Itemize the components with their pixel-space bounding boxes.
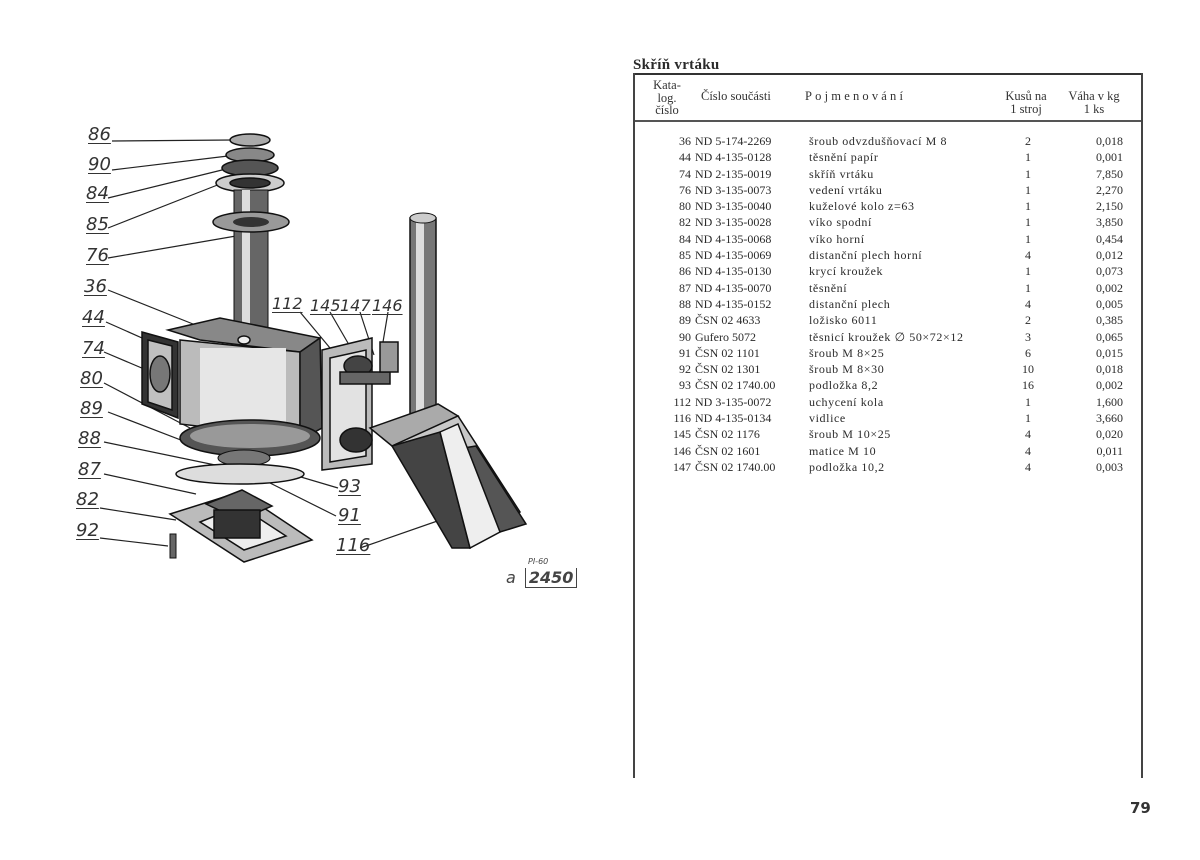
table-row <box>635 166 1141 182</box>
header-quantity-line: 1 stroj <box>1010 101 1042 116</box>
catalog-number-cell: 74 <box>679 166 691 181</box>
quantity-cell: 1 <box>1025 231 1031 246</box>
leader-line <box>100 538 168 546</box>
header-quantity-line: Kusů na <box>1005 89 1047 103</box>
weight-cell: 0,065 <box>1096 329 1123 344</box>
part-number-cell: ND 3-135-0028 <box>695 215 772 230</box>
catalog-number-cell: 88 <box>679 296 691 311</box>
leader-line <box>112 140 232 141</box>
weight-cell: 3,850 <box>1096 215 1123 230</box>
quantity-cell: 1 <box>1025 199 1031 214</box>
catalog-number-cell: 80 <box>679 199 691 214</box>
quantity-cell: 1 <box>1025 166 1031 181</box>
callout-147: 147 <box>340 296 371 315</box>
weight-cell: 0,385 <box>1096 313 1123 328</box>
part-number-cell: ČSN 02 1301 <box>695 362 761 377</box>
part-number-cell: ND 3-135-0073 <box>695 182 772 197</box>
table-row <box>635 443 1141 459</box>
catalog-number-cell: 145 <box>673 427 691 442</box>
figure-code-prefix: a <box>506 568 516 587</box>
weight-cell: 2,150 <box>1096 199 1123 214</box>
quantity-cell: 1 <box>1025 264 1031 279</box>
part-number-cell: ND 4-135-0128 <box>695 150 772 165</box>
table-row <box>635 345 1141 361</box>
part-name-cell: podložka 8,2 <box>809 378 879 393</box>
callout-85: 85 <box>86 214 109 235</box>
callout-93: 93 <box>338 476 361 497</box>
table-row <box>635 394 1141 410</box>
part-name-cell: těsnění <box>809 280 848 295</box>
figure-code-note: PI-60 <box>528 557 549 566</box>
quantity-cell: 4 <box>1025 248 1031 263</box>
quantity-cell: 2 <box>1025 313 1031 328</box>
part-number-cell: ND 4-135-0068 <box>695 231 772 246</box>
quantity-cell: 1 <box>1025 215 1031 230</box>
callout-80: 80 <box>80 368 103 389</box>
table-row <box>635 198 1141 214</box>
catalog-number-cell: 116 <box>673 411 691 426</box>
catalog-number-cell: 146 <box>673 443 691 458</box>
part-name-cell: kuželové kolo z=63 <box>809 199 915 214</box>
header-catalog-number <box>639 79 695 117</box>
part-number-cell: Gufero 5072 <box>695 329 756 344</box>
part-number-cell: ČSN 02 4633 <box>695 313 761 328</box>
catalog-number-cell: 91 <box>679 345 691 360</box>
weight-cell: 7,850 <box>1096 166 1123 181</box>
quantity-cell: 1 <box>1025 150 1031 165</box>
leader-line <box>112 156 228 170</box>
catalog-number-cell: 44 <box>679 150 691 165</box>
part-number-cell: ND 4-135-0070 <box>695 280 772 295</box>
table-row <box>635 426 1141 442</box>
quantity-cell: 4 <box>1025 296 1031 311</box>
leader-line <box>108 236 236 258</box>
table-row <box>635 377 1141 393</box>
part-number-cell: ND 4-135-0152 <box>695 296 772 311</box>
catalog-number-cell: 89 <box>679 313 691 328</box>
bottom-cover <box>170 490 312 562</box>
spindle <box>234 190 268 330</box>
parts-table-body <box>635 133 1141 475</box>
part-number-cell: ND 4-135-0130 <box>695 264 772 279</box>
header-weight-line: 1 ks <box>1083 101 1105 116</box>
catalog-number-cell: 82 <box>679 215 691 230</box>
weight-cell: 0,002 <box>1096 378 1123 393</box>
part-number-cell: ND 5-174-2269 <box>695 134 772 148</box>
quantity-cell: 2 <box>1025 134 1031 148</box>
gasket <box>176 464 304 484</box>
quantity-cell: 1 <box>1025 394 1031 409</box>
callout-36: 36 <box>84 276 107 297</box>
weight-cell: 0,001 <box>1096 150 1123 165</box>
figure-code <box>506 557 577 587</box>
callout-90: 90 <box>88 154 111 175</box>
table-row <box>635 329 1141 345</box>
weight-cell: 0,020 <box>1096 427 1123 442</box>
callout-89: 89 <box>80 398 103 419</box>
part-number-cell: ČSN 02 1601 <box>695 443 761 458</box>
weight-cell: 0,003 <box>1096 459 1123 474</box>
part-name-cell: distanční plech <box>809 296 891 311</box>
quantity-cell: 1 <box>1025 280 1031 295</box>
catalog-number-cell: 86 <box>679 264 691 279</box>
weight-cell: 0,002 <box>1096 280 1123 295</box>
catalog-number-cell: 85 <box>679 248 691 263</box>
weight-cell: 0,018 <box>1096 134 1123 148</box>
fork <box>370 404 526 548</box>
part-number-cell: ND 3-135-0040 <box>695 199 772 214</box>
callout-91: 91 <box>338 505 361 526</box>
part-name-cell: šroub M 8×30 <box>809 362 885 377</box>
part-name-cell: šroub odvzdušňovací M 8 <box>809 134 948 148</box>
figure-code-number: 2450 <box>525 568 578 588</box>
part-number-cell: ČSN 02 1740.00 <box>695 459 776 474</box>
leader-line <box>108 184 220 228</box>
table-row <box>635 280 1141 296</box>
table-row <box>635 214 1141 230</box>
table-frame-top <box>633 73 1143 75</box>
weight-cell: 0,012 <box>1096 248 1123 263</box>
catalog-number-cell: 84 <box>679 231 691 246</box>
weight-cell: 0,018 <box>1096 362 1123 377</box>
catalog-number-cell: 147 <box>673 459 691 474</box>
header-catalog-line: log. <box>657 90 677 105</box>
leader-line <box>360 518 446 548</box>
callout-116: 116 <box>336 535 371 556</box>
leader-line <box>100 508 176 520</box>
part-name-cell: víko spodní <box>809 215 872 230</box>
part-name-cell: uchycení kola <box>809 394 884 409</box>
callout-86: 86 <box>88 124 111 145</box>
catalog-number-cell: 93 <box>679 378 691 393</box>
part-name-cell: matice M 10 <box>809 443 877 458</box>
header-catalog-line: číslo <box>655 103 679 117</box>
part-number-cell: ND 4-135-0134 <box>695 411 772 426</box>
catalog-number-cell: 112 <box>673 394 691 409</box>
weight-cell: 2,270 <box>1096 182 1123 197</box>
header-divider <box>635 120 1141 122</box>
table-frame-right <box>1141 73 1143 778</box>
part-name-cell: skříň vrtáku <box>809 166 874 181</box>
leader-line <box>108 170 222 198</box>
callout-92: 92 <box>76 520 99 541</box>
catalog-number-cell: 76 <box>679 182 691 197</box>
quantity-cell: 1 <box>1025 182 1031 197</box>
table-row <box>635 312 1141 328</box>
part-number-cell: ND 4-135-0069 <box>695 248 772 263</box>
callout-112: 112 <box>272 294 303 313</box>
catalog-number-cell: 90 <box>679 329 691 344</box>
quantity-cell: 10 <box>1022 362 1034 377</box>
quantity-cell: 4 <box>1025 459 1031 474</box>
weight-cell: 0,011 <box>1096 443 1123 458</box>
callout-44: 44 <box>82 307 105 328</box>
wheel-bracket <box>322 338 398 470</box>
bolt <box>170 534 176 558</box>
part-name-cell: těsnicí kroužek ∅ 50×72×12 <box>809 329 964 344</box>
table-row <box>635 133 1141 149</box>
part-number-cell: ČSN 02 1101 <box>695 345 760 360</box>
part-name-cell: ložisko 6011 <box>809 313 878 328</box>
weight-cell: 1,600 <box>1096 394 1123 409</box>
part-name-cell: distanční plech horní <box>809 248 923 263</box>
table-row <box>635 410 1141 426</box>
part-name-cell: vidlice <box>809 411 846 426</box>
quantity-cell: 3 <box>1025 329 1031 344</box>
catalog-number-cell: 36 <box>679 134 691 148</box>
part-name-cell: těsnění papír <box>809 150 879 165</box>
table-row <box>635 263 1141 279</box>
catalog-number-cell: 87 <box>679 280 691 295</box>
weight-cell: 0,073 <box>1096 264 1123 279</box>
part-name-cell: podložka 10,2 <box>809 459 885 474</box>
part-name-cell: vedení vrtáku <box>809 182 883 197</box>
part-number-cell: ČSN 02 1176 <box>695 427 760 442</box>
callout-88: 88 <box>78 428 101 449</box>
table-row <box>635 361 1141 377</box>
callout-87: 87 <box>78 459 101 480</box>
quantity-cell: 1 <box>1025 411 1031 426</box>
header-catalog-line: Kata- <box>653 78 681 92</box>
part-name-cell: šroub M 8×25 <box>809 345 885 360</box>
part-number-cell: ČSN 02 1740.00 <box>695 378 776 393</box>
quantity-cell: 4 <box>1025 427 1031 442</box>
callout-146: 146 <box>372 296 403 315</box>
quantity-cell: 4 <box>1025 443 1031 458</box>
top-rings <box>216 134 284 192</box>
part-number-cell: ND 3-135-0072 <box>695 394 772 409</box>
callout-82: 82 <box>76 489 99 510</box>
quantity-cell: 16 <box>1022 378 1034 393</box>
weight-cell: 0,015 <box>1096 345 1123 360</box>
table-row <box>635 459 1141 475</box>
weight-cell: 0,454 <box>1096 231 1123 246</box>
header-quantity <box>995 90 1057 115</box>
sheet-title: Skříň vrtáku <box>633 57 720 73</box>
header-name: Pojmenování <box>805 89 907 103</box>
table-row <box>635 296 1141 312</box>
quantity-cell: 6 <box>1025 345 1031 360</box>
callout-84: 84 <box>86 183 109 204</box>
header-weight <box>1059 90 1129 115</box>
callout-74: 74 <box>82 338 105 359</box>
header-weight-line: Váha v kg <box>1068 89 1120 103</box>
callout-76: 76 <box>86 245 109 266</box>
page-number: 79 <box>1130 799 1151 817</box>
parts-list-sheet <box>633 0 1145 860</box>
part-name-cell: šroub M 10×25 <box>809 427 891 442</box>
table-row <box>635 231 1141 247</box>
weight-cell: 3,660 <box>1096 411 1123 426</box>
part-number-cell: ND 2-135-0019 <box>695 166 772 181</box>
header-part-number: Číslo součásti <box>701 89 771 103</box>
catalog-number-cell: 92 <box>679 362 691 377</box>
table-row <box>635 149 1141 165</box>
part-name-cell: krycí kroužek <box>809 264 884 279</box>
callout-145: 145 <box>310 296 341 315</box>
table-row <box>635 247 1141 263</box>
table-row <box>635 182 1141 198</box>
weight-cell: 0,005 <box>1096 296 1123 311</box>
part-name-cell: víko horní <box>809 231 865 246</box>
